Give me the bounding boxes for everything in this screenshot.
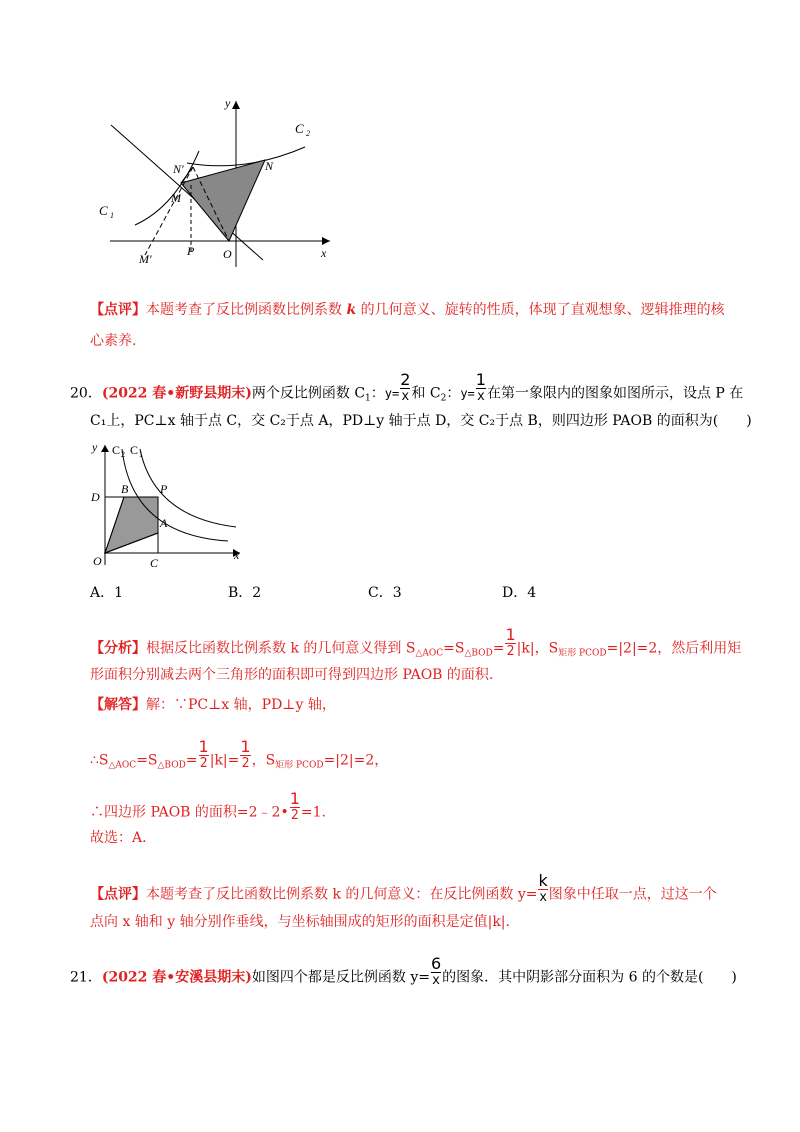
comment-tag: 【点评】 — [90, 886, 146, 903]
comment-1-line2: 心素养. — [90, 333, 137, 349]
solution-line1: 【解答】解：∵PC⊥x 轴，PD⊥y 轴， — [90, 697, 336, 713]
question-number: 21． — [70, 969, 102, 986]
comment-2-line2: 点向 x 轴和 y 轴分别作垂线，与坐标轴围成的矩形的面积是定值|k|. — [90, 914, 510, 930]
svg-text:2: 2 — [306, 129, 310, 138]
solution-line2: $\therefore S_{\triangle AOC}=S_{\triangle BOD}=$ $\frac{1}{2}$ |k|= $\frac{1}{2}$ ，$S_{矩形 PCOD}=|2|=2$， — [90, 737, 389, 771]
comment-tag: 【点评】 — [90, 302, 146, 318]
analysis-line2: 形面积分别减去两个三角形的面积即可得到四边形 PAOB 的面积. — [90, 667, 494, 683]
fig1-label-c2: C — [295, 121, 304, 136]
fig2-label-a: A — [160, 516, 168, 530]
fraction-2-over-x: $\frac{2}{x}$ — [400, 370, 411, 404]
solution-line3: ∴四边形 PAOB 的面积=2﹣2• $\frac{1}{2}$ =1. — [90, 789, 326, 823]
comment-2-line1: 【点评】本题考查了反比函数比例系数 k 的几何意义：在反比例函数 y= $\frac{k}{x}$ 图象中任取一点，过这一个 — [90, 871, 717, 905]
figure-q20-rectangle — [88, 437, 248, 577]
fig1-label-m: M — [171, 191, 181, 205]
fig2-label-c2: C — [112, 443, 121, 457]
question-source: (2022 春•新野县期末) — [101, 385, 252, 402]
fig1-label-c1: C — [99, 203, 108, 218]
fig1-label-o: O — [223, 247, 232, 261]
svg-text:1: 1 — [110, 211, 114, 220]
fig1-label-p: P — [187, 244, 195, 258]
figure-rotation-hyperbola — [95, 95, 340, 270]
fig1-label-n-prime: N' — [173, 162, 184, 176]
fig1-label-n: N — [265, 159, 274, 173]
fig1-label-x: x — [321, 246, 327, 260]
fig1-label-m-prime: M' — [139, 252, 152, 266]
fig2-label-y: y — [92, 440, 98, 454]
solution-answer: 故选：A. — [90, 830, 147, 846]
question-20-line1: 20．(2022 春•新野县期末)两个反比例函数 $C_1$：y= $\frac{2}{x}$ 和 $C_2$：y= $\frac{1}{x}$ 在第一象限内的图象如图所示，设点 P 在 — [70, 370, 744, 404]
question-20-line2: C₁上，PC⊥x 轴于点 C，交 C₂于点 A，PD⊥y 轴于点 D，交 C₂于点 B，则四边形 PAOB 的面积为( ) — [90, 413, 752, 429]
fig2-label-x: x — [234, 548, 240, 562]
fig2-label-b: B — [121, 482, 129, 496]
analysis-tag: 【分析】 — [90, 640, 146, 657]
fraction-1-over-x: $\frac{1}{x}$ — [475, 370, 486, 404]
fig1-label-y: y — [225, 96, 231, 110]
fig2-label-c: C — [150, 556, 159, 570]
question-21: 21．(2022 春•安溪县期末)如图四个都是反比例函数 y= $\frac{6}{x}$ 的图象．其中阴影部分面积为 6 的个数是( ) — [70, 954, 737, 988]
fig2-label-c1: C — [130, 443, 139, 457]
option-d: D．4 — [502, 585, 537, 601]
question-source: (2022 春•安溪县期末) — [101, 969, 252, 986]
option-c: C．3 — [368, 585, 402, 601]
fig2-label-p: P — [160, 482, 168, 496]
fig2-label-o: O — [93, 554, 102, 568]
option-b: B．2 — [228, 585, 262, 601]
solution-tag: 【解答】 — [90, 697, 146, 713]
question-number: 20． — [70, 385, 102, 402]
svg-text:1: 1 — [139, 450, 143, 459]
option-a: A．1 — [90, 585, 124, 601]
fig2-label-d: D — [91, 490, 100, 504]
analysis-line1: 【分析】根据反比函数比例系数 k 的几何意义得到 $S_{\triangle AOC}=S_{\triangle BOD}=$ $\frac{1}{2}$ |k|，$S_{矩形 PCOD}=|2|=2$，然后利用矩 — [90, 625, 742, 659]
svg-text:2: 2 — [121, 450, 125, 459]
comment-1-line1: 【点评】本题考查了反比例函数比例系数 k 的几何意义、旋转的性质，体现了直观想象、逻辑推理的核 — [90, 302, 725, 318]
